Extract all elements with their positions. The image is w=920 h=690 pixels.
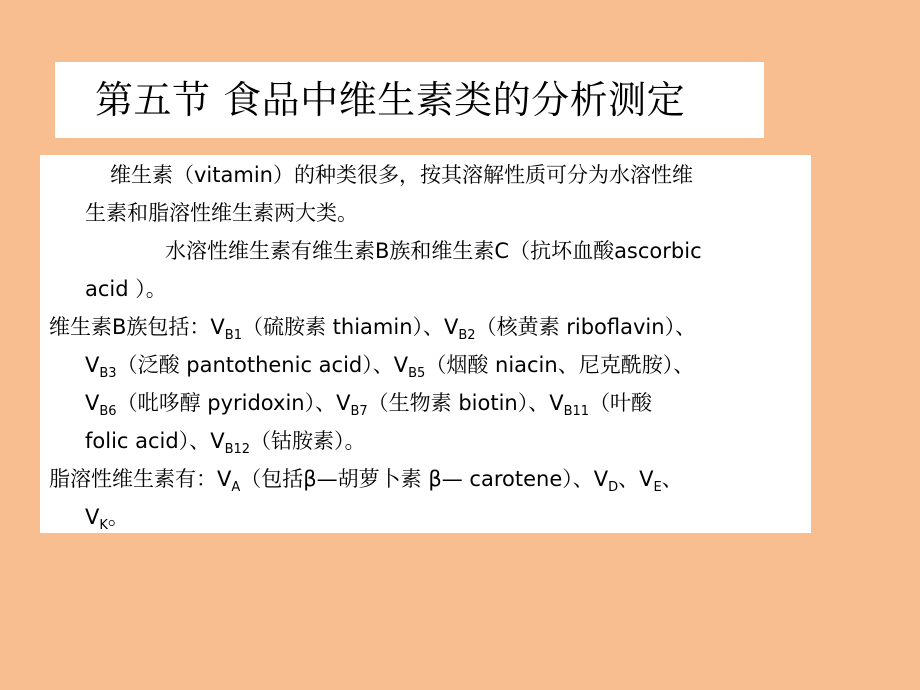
folic-acid-text: folic acid）、V (85, 429, 225, 453)
subscript-b1: B1 (224, 328, 242, 343)
subscript-b7: B7 (350, 404, 368, 419)
vitamin-b12-text: （钴胺素）。 (250, 429, 366, 453)
vitamin-k-text: 。 (107, 505, 129, 529)
b-group-line-1 (49, 312, 696, 342)
v-letter: V (85, 353, 100, 377)
v-letter: V (85, 391, 100, 415)
paragraph-1-line-1: 维生素（vitamin）的种类很多，按其溶解性质可分为水溶性维 (110, 163, 693, 187)
subscript-b5: B5 (408, 366, 426, 381)
subscript-b11: B11 (563, 404, 590, 419)
vitamin-b1-text: （硫胺素 thiamin）、V (241, 315, 459, 339)
subscript-e: E (653, 480, 662, 495)
fat-soluble-prefix: 脂溶性维生素有：V (49, 467, 232, 491)
vitamin-e-text: 、 (661, 467, 683, 491)
vitamin-b7-text: （生物素 biotin）、V (367, 391, 564, 415)
slide-title: 第五节 食品中维生素类的分析测定 (95, 78, 686, 122)
paragraph-2-line-2: acid ）。 (85, 277, 167, 301)
subscript-a: A (231, 480, 241, 495)
vitamin-b5-text: （烟酸 niacin、尼克酰胺）、 (425, 353, 695, 377)
vitamin-b3-text: （泛酸 pantothenic acid）、V (116, 353, 409, 377)
vitamin-d-text: 、V (618, 467, 654, 491)
fat-soluble-line-1 (49, 464, 683, 494)
paragraph-1-line-2: 生素和脂溶性维生素两大类。 (85, 201, 358, 225)
vitamin-b11-text: （叶酸 (589, 391, 653, 415)
b-group-line-2 (85, 350, 694, 380)
vitamin-b6-text: （吡哆醇 pyridoxin）、V (116, 391, 351, 415)
subscript-b3: B3 (99, 366, 117, 381)
vitamin-b2-text: （核黄素 riboflavin）、 (475, 315, 697, 339)
b-group-prefix: 维生素B族包括：V (49, 315, 225, 339)
content-box (40, 155, 811, 533)
subscript-d: D (608, 480, 619, 495)
subscript-k: K (99, 518, 108, 533)
subscript-b6: B6 (99, 404, 117, 419)
title-box (55, 62, 764, 138)
subscript-b12: B12 (224, 442, 251, 457)
b-group-line-3 (85, 388, 652, 418)
v-letter: V (85, 505, 100, 529)
b-group-line-4 (85, 426, 366, 456)
subscript-b2: B2 (458, 328, 476, 343)
fat-soluble-line-2 (85, 502, 129, 532)
paragraph-2-line-1: 水溶性维生素有维生素B族和维生素C（抗坏血酸ascorbic (165, 239, 702, 263)
vitamin-a-text: （包括β—胡萝卜素 β— carotene）、V (240, 467, 609, 491)
